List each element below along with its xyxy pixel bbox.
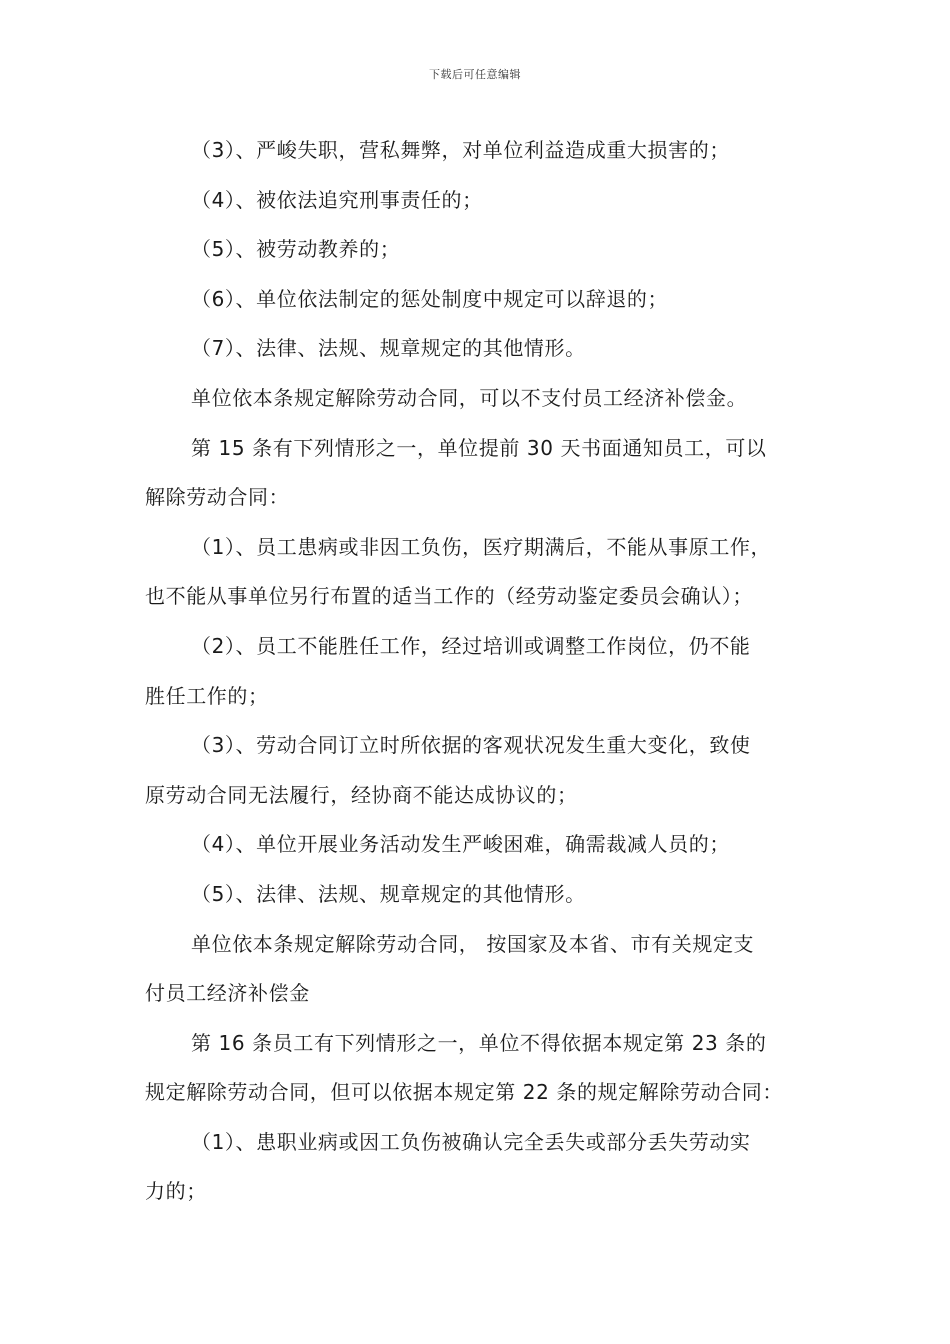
text-line: 第 15 条有下列情形之一，单位提前 30 天书面通知员工，可以	[191, 435, 767, 460]
text-line: （3）、严峻失职，营私舞弊，对单位利益造成重大损害的；	[191, 138, 730, 162]
text-line: （3）、劳动合同订立时所依据的客观状况发生重大变化，致使	[191, 733, 751, 758]
text-line: 单位依本条规定解除劳动合同， 按国家及本省、市有关规定支	[191, 931, 755, 956]
text-line: （4）、单位开展业务活动发生严峻困难，确需裁减人员的；	[191, 832, 730, 857]
text-line: （7）、法律、法规、规章规定的其他情形。	[191, 336, 586, 361]
text-line: （5）、被劳动教养的；	[191, 237, 401, 262]
text-line: （1）、员工患病或非因工负伤，医疗期满后，不能从事原工作，	[191, 534, 772, 559]
document-body	[145, 132, 817, 1223]
page-header: 下载后可任意编辑	[429, 68, 521, 81]
text-line: （6）、单位依法制定的惩处制度中规定可以辞退的；	[191, 286, 669, 311]
text-line: （4）、被依法追究刑事责任的；	[191, 187, 483, 212]
text-line: 单位依本条规定解除劳动合同，可以不支付员工经济补偿金。	[191, 385, 748, 410]
text-line: 解除劳动合同：	[145, 485, 290, 510]
text-line: 第 16 条员工有下列情形之一，单位不得依据本规定第 23 条的	[191, 1030, 767, 1055]
text-line: （1）、患职业病或因工负伤被确认完全丢失或部分丢失劳动实	[191, 1129, 751, 1154]
text-line: 胜任工作的；	[145, 683, 269, 708]
text-line: 原劳动合同无法履行，经协商不能达成协议的；	[145, 782, 578, 807]
text-line: （2）、员工不能胜任工作，经过培训或调整工作岗位，仍不能	[191, 633, 751, 658]
text-line: 也不能从事单位另行布置的适当工作的（经劳动鉴定委员会确认）；	[145, 584, 753, 609]
text-line: （5）、法律、法规、规章规定的其他情形。	[191, 881, 586, 906]
text-line: 付员工经济补偿金	[145, 981, 310, 1006]
text-line: 规定解除劳动合同，但可以依据本规定第 22 条的规定解除劳动合同：	[145, 1080, 783, 1105]
text-line: 力的；	[145, 1179, 207, 1204]
